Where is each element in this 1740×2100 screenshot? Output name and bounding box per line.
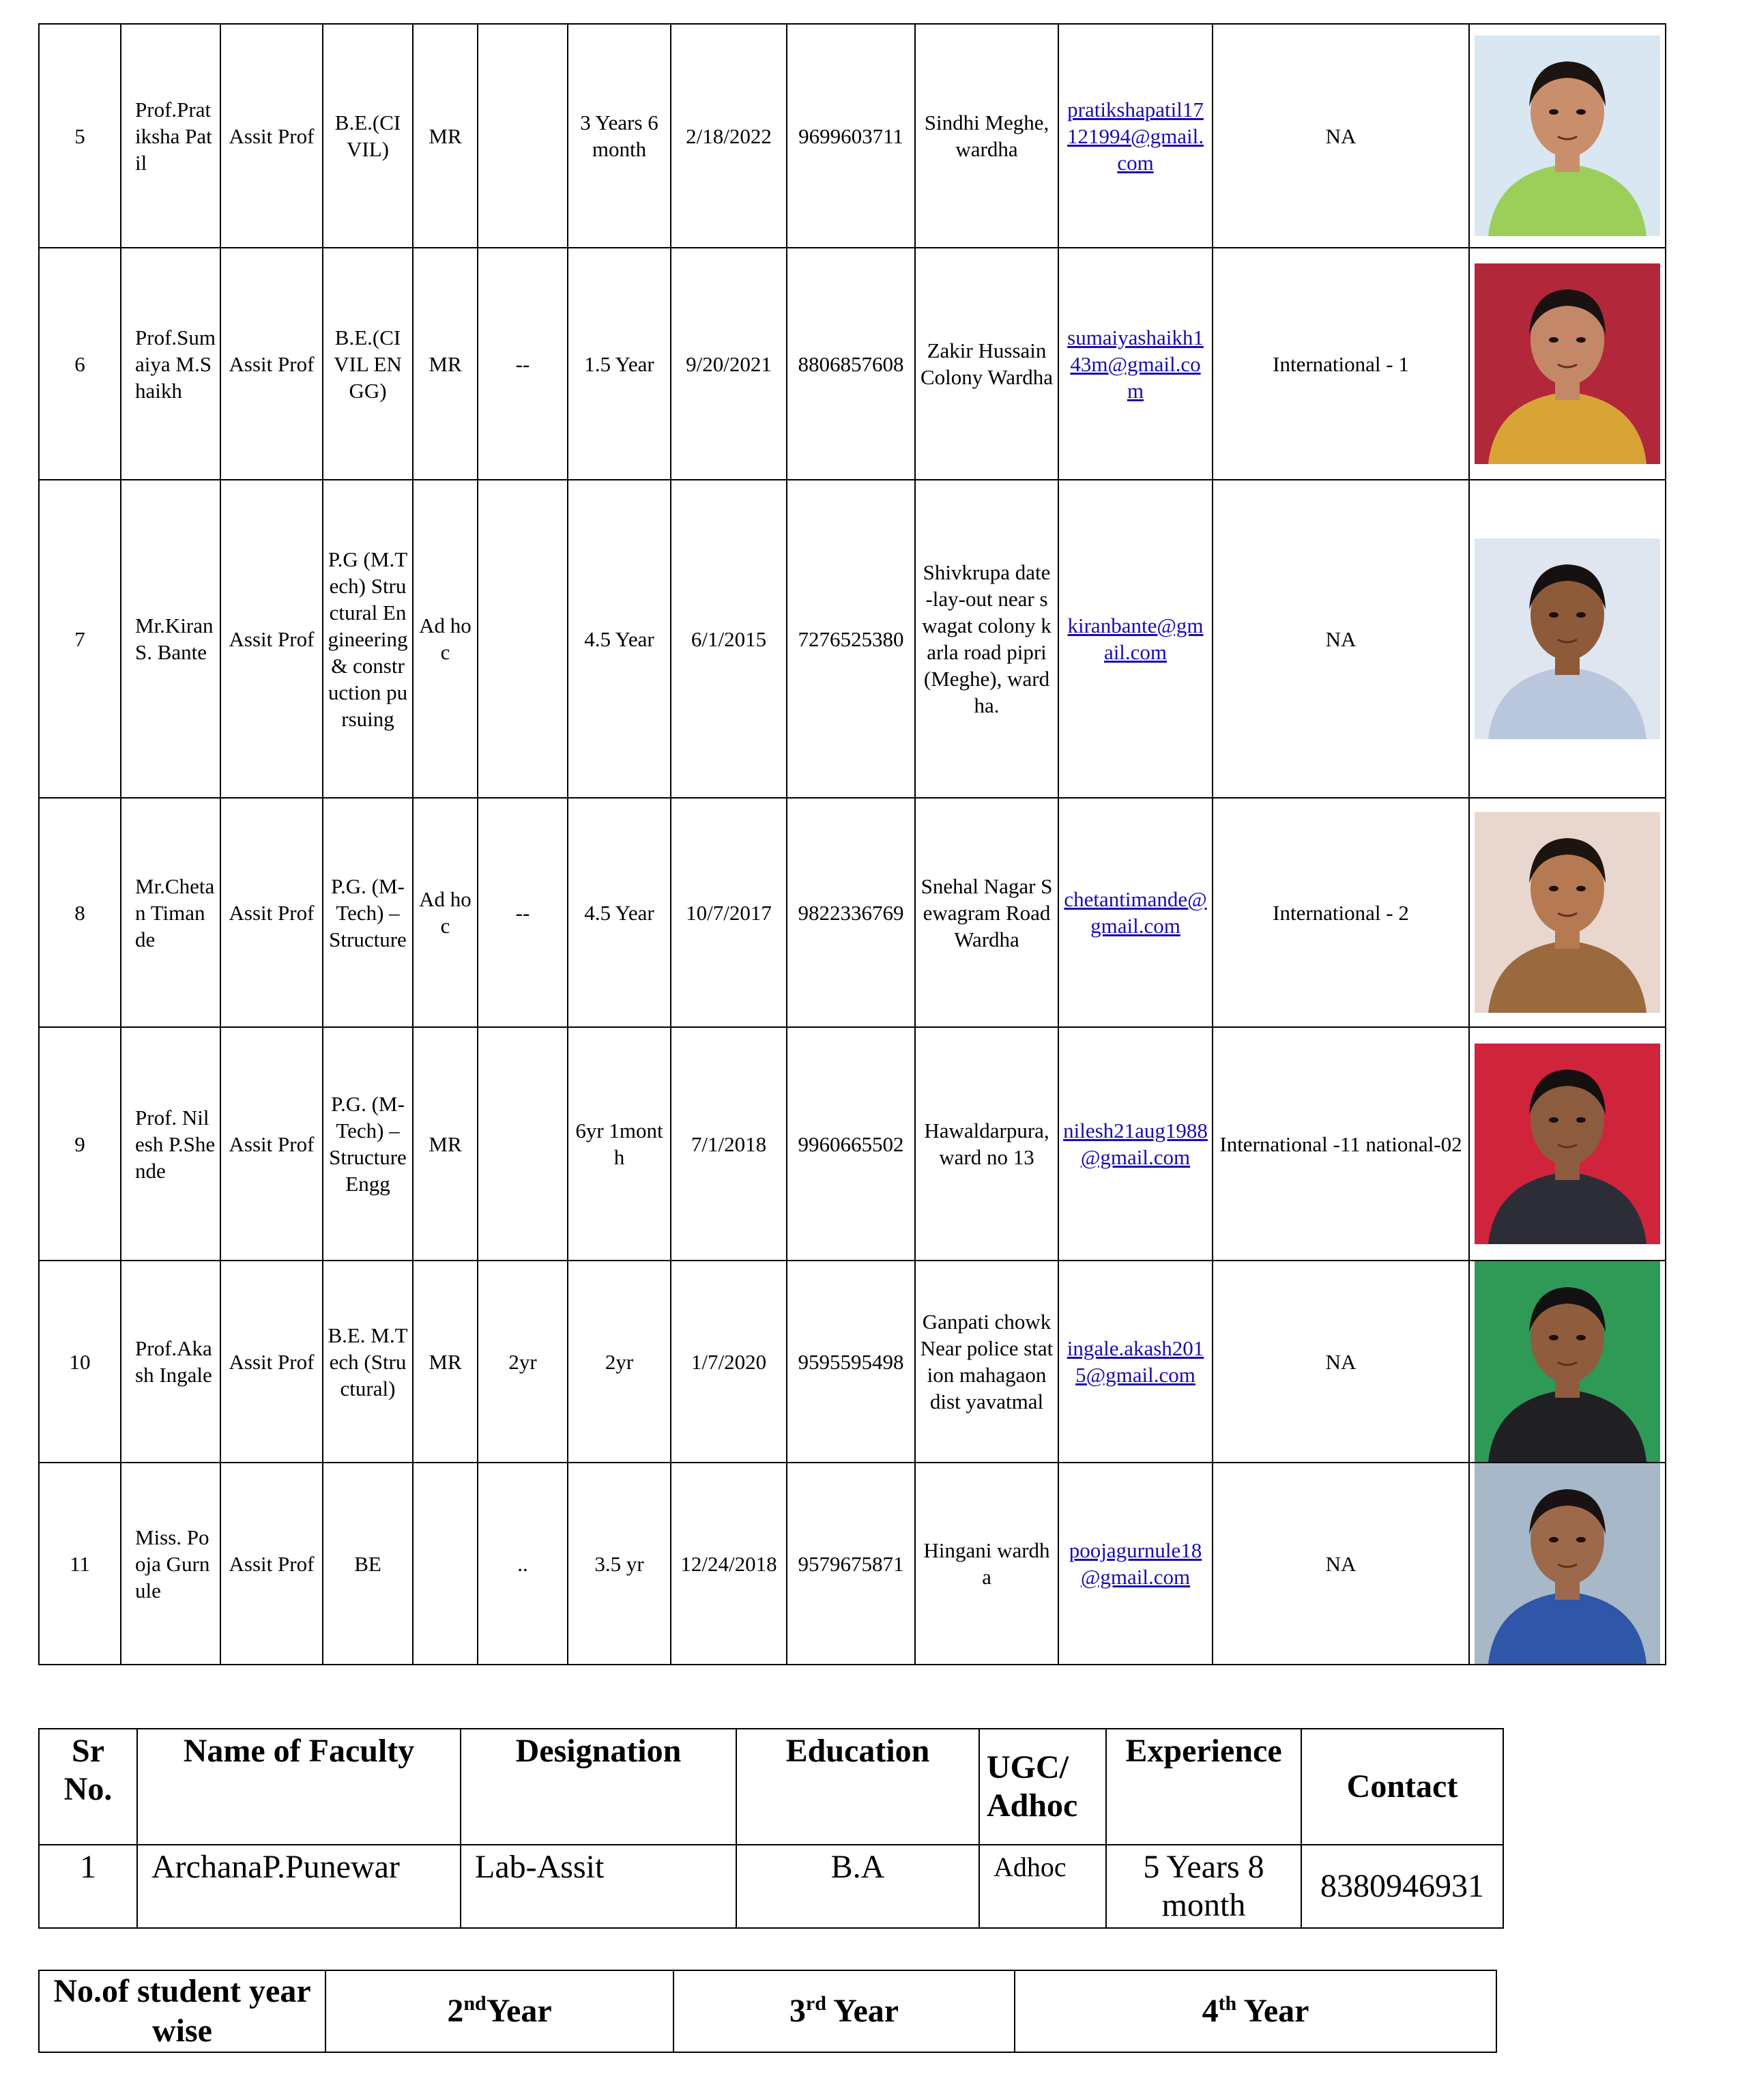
- cell-designation: Assit Prof: [220, 1027, 323, 1261]
- cell-address: Ganpati chowk Near police station mahagaon dist yavatmal: [915, 1261, 1058, 1463]
- header-sr-no: Sr No.: [39, 1729, 137, 1845]
- header-ugc-adhoc: UGC/ Adhoc: [979, 1729, 1106, 1845]
- cell-publications: International - 2: [1213, 798, 1469, 1027]
- cell-contact: 9595595498: [787, 1261, 915, 1463]
- cell-ugc-experience: [478, 1027, 568, 1261]
- cell-joining-date: 6/1/2015: [671, 480, 787, 798]
- cell-faculty-name: Miss. Pooja Gurnule: [121, 1463, 220, 1665]
- cell-faculty-name: Prof. Nilesh P.Shende: [121, 1027, 220, 1261]
- faculty-row: [39, 798, 1666, 1027]
- cell-publications: NA: [1213, 24, 1469, 248]
- cell-publications: International -11 national-02: [1213, 1027, 1469, 1261]
- cell-designation: Assit Prof: [220, 1261, 323, 1463]
- cell-publications: NA: [1213, 480, 1469, 798]
- cell-contact: 8806857608: [787, 248, 915, 480]
- header-education: Education: [736, 1729, 979, 1845]
- cell-sr-no: 8: [39, 798, 121, 1027]
- cell-ugc-status: Ad hoc: [413, 798, 478, 1027]
- cell-email: [1058, 798, 1213, 1027]
- cell-contact: 9822336769: [787, 798, 915, 1027]
- cell-joining-date: 9/20/2021: [671, 248, 787, 480]
- lab-row: [39, 1845, 1503, 1928]
- faculty-photo: [1475, 263, 1660, 464]
- cell-education: B.E.(CIVIL ENGG): [323, 248, 413, 480]
- cell-address: Sindhi Meghe, wardha: [915, 24, 1058, 248]
- faculty-row: [39, 248, 1666, 480]
- cell-designation: Assit Prof: [220, 798, 323, 1027]
- cell-photo: [1469, 248, 1666, 480]
- cell-ugc-experience: --: [478, 248, 568, 480]
- cell-address: Zakir Hussain Colony Wardha: [915, 248, 1058, 480]
- cell-faculty-name: Prof.Akash Ingale: [121, 1261, 220, 1463]
- student-row: [39, 1970, 1496, 2052]
- cell-education: P.G. (M-Tech) – Structure: [323, 798, 413, 1027]
- cell-experience: 3 Years 6 month: [568, 24, 671, 248]
- cell-joining-date: 1/7/2020: [671, 1261, 787, 1463]
- portrait-icon: [1475, 1044, 1660, 1244]
- cell-address: Hingani wardha: [915, 1463, 1058, 1665]
- lab-ugc: Adhoc: [979, 1845, 1106, 1928]
- year-3-header: 3rd Year: [673, 1970, 1015, 2052]
- email-link[interactable]: sumaiyashaikh143m@gmail.com: [1067, 325, 1204, 403]
- faculty-row: [39, 480, 1666, 798]
- cell-ugc-experience: ..: [478, 1463, 568, 1665]
- cell-faculty-name: Mr.Chetan Timande: [121, 798, 220, 1027]
- cell-contact: 9699603711: [787, 24, 915, 248]
- faculty-table: [38, 23, 1666, 1665]
- lab-header-row: [39, 1729, 1503, 1845]
- portrait-icon: [1475, 1463, 1660, 1664]
- lab-designation: Lab-Assit: [461, 1845, 736, 1928]
- cell-email: [1058, 1261, 1213, 1463]
- year-4-header: 4th Year: [1015, 1970, 1496, 2052]
- cell-education: P.G. (M-Tech) – Structure Engg: [323, 1027, 413, 1261]
- cell-address: Snehal Nagar Sewagram Road Wardha: [915, 798, 1058, 1027]
- cell-email: [1058, 1463, 1213, 1665]
- cell-sr-no: 11: [39, 1463, 121, 1665]
- student-label: No.of student year wise: [39, 1970, 325, 2052]
- lab-assistant-table: [38, 1728, 1504, 1929]
- header-experience: Experience: [1106, 1729, 1301, 1845]
- cell-publications: NA: [1213, 1463, 1469, 1665]
- cell-address: Shivkrupa date-lay-out near swagat colony karla road pipri (Meghe), wardha.: [915, 480, 1058, 798]
- header-name: Name of Faculty: [137, 1729, 461, 1845]
- cell-sr-no: 5: [39, 24, 121, 248]
- cell-publications: International - 1: [1213, 248, 1469, 480]
- cell-education: B.E. M.Tech (Structural): [323, 1261, 413, 1463]
- cell-publications: NA: [1213, 1261, 1469, 1463]
- lab-sr: 1: [39, 1845, 137, 1928]
- cell-contact: 9960665502: [787, 1027, 915, 1261]
- cell-ugc-experience: 2yr: [478, 1261, 568, 1463]
- cell-joining-date: 2/18/2022: [671, 24, 787, 248]
- faculty-row: [39, 24, 1666, 248]
- cell-experience: 2yr: [568, 1261, 671, 1463]
- cell-address: Hawaldarpura, ward no 13: [915, 1027, 1058, 1261]
- cell-photo: [1469, 1261, 1666, 1463]
- cell-email: [1058, 480, 1213, 798]
- faculty-photo: [1475, 1463, 1660, 1664]
- cell-faculty-name: Prof.Pratiksha Patil: [121, 24, 220, 248]
- cell-sr-no: 9: [39, 1027, 121, 1261]
- cell-photo: [1469, 1027, 1666, 1261]
- faculty-photo: [1475, 812, 1660, 1013]
- cell-sr-no: 10: [39, 1261, 121, 1463]
- faculty-photo: [1475, 1044, 1660, 1244]
- portrait-icon: [1475, 1261, 1660, 1462]
- email-link[interactable]: pratikshapatil17121994@gmail.com: [1067, 97, 1204, 175]
- faculty-photo: [1475, 1261, 1660, 1462]
- cell-ugc-experience: [478, 24, 568, 248]
- cell-photo: [1469, 1463, 1666, 1665]
- cell-education: B.E.(CIVIL): [323, 24, 413, 248]
- cell-photo: [1469, 798, 1666, 1027]
- cell-experience: 1.5 Year: [568, 248, 671, 480]
- cell-experience: 4.5 Year: [568, 798, 671, 1027]
- cell-designation: Assit Prof: [220, 480, 323, 798]
- cell-ugc-status: MR: [413, 1027, 478, 1261]
- cell-email: [1058, 24, 1213, 248]
- portrait-icon: [1475, 812, 1660, 1013]
- cell-faculty-name: Mr.Kiran S. Bante: [121, 480, 220, 798]
- lab-name: ArchanaP.Punewar: [137, 1845, 461, 1928]
- cell-ugc-status: [413, 1463, 478, 1665]
- email-link[interactable]: ingale.akash2015@gmail.com: [1067, 1336, 1204, 1387]
- cell-experience: 6yr 1month: [568, 1027, 671, 1261]
- faculty-photo: [1475, 35, 1660, 236]
- cell-sr-no: 7: [39, 480, 121, 798]
- email-link[interactable]: nilesh21aug1988@gmail.com: [1063, 1119, 1208, 1169]
- cell-faculty-name: Prof.Sumaiya M.Shaikh: [121, 248, 220, 480]
- cell-ugc-status: MR: [413, 248, 478, 480]
- cell-education: BE: [323, 1463, 413, 1665]
- student-count-table: [38, 1970, 1497, 2053]
- cell-email: [1058, 1027, 1213, 1261]
- cell-experience: 4.5 Year: [568, 480, 671, 798]
- cell-joining-date: 10/7/2017: [671, 798, 787, 1027]
- portrait-icon: [1475, 263, 1660, 464]
- cell-joining-date: 7/1/2018: [671, 1027, 787, 1261]
- cell-contact: 7276525380: [787, 480, 915, 798]
- cell-email: [1058, 248, 1213, 480]
- header-designation: Designation: [461, 1729, 736, 1845]
- cell-ugc-status: MR: [413, 24, 478, 248]
- cell-designation: Assit Prof: [220, 24, 323, 248]
- cell-designation: Assit Prof: [220, 248, 323, 480]
- cell-photo: [1469, 24, 1666, 248]
- email-link[interactable]: kiranbante@gmail.com: [1067, 614, 1204, 664]
- cell-ugc-status: Ad hoc: [413, 480, 478, 798]
- cell-ugc-experience: --: [478, 798, 568, 1027]
- cell-designation: Assit Prof: [220, 1463, 323, 1665]
- cell-sr-no: 6: [39, 248, 121, 480]
- cell-photo: [1469, 480, 1666, 798]
- cell-ugc-status: MR: [413, 1261, 478, 1463]
- portrait-icon: [1475, 538, 1660, 739]
- faculty-photo: [1475, 538, 1660, 739]
- cell-joining-date: 12/24/2018: [671, 1463, 787, 1665]
- faculty-row: [39, 1463, 1666, 1665]
- cell-experience: 3.5 yr: [568, 1463, 671, 1665]
- lab-experience: 5 Years 8 month: [1106, 1845, 1301, 1928]
- year-2-header: 2ndYear: [325, 1970, 673, 2052]
- cell-contact: 9579675871: [787, 1463, 915, 1665]
- email-link[interactable]: chetantimande@gmail.com: [1064, 887, 1207, 938]
- cell-education: P.G (M.Tech) Structural Engineering & construction pursuing: [323, 480, 413, 798]
- lab-education: B.A: [736, 1845, 979, 1928]
- faculty-row: [39, 1261, 1666, 1463]
- faculty-row: [39, 1027, 1666, 1261]
- portrait-icon: [1475, 35, 1660, 236]
- lab-contact: 8380946931: [1301, 1845, 1503, 1928]
- cell-ugc-experience: [478, 480, 568, 798]
- header-contact: Contact: [1301, 1729, 1503, 1845]
- email-link[interactable]: poojagurnule18@gmail.com: [1069, 1538, 1202, 1589]
